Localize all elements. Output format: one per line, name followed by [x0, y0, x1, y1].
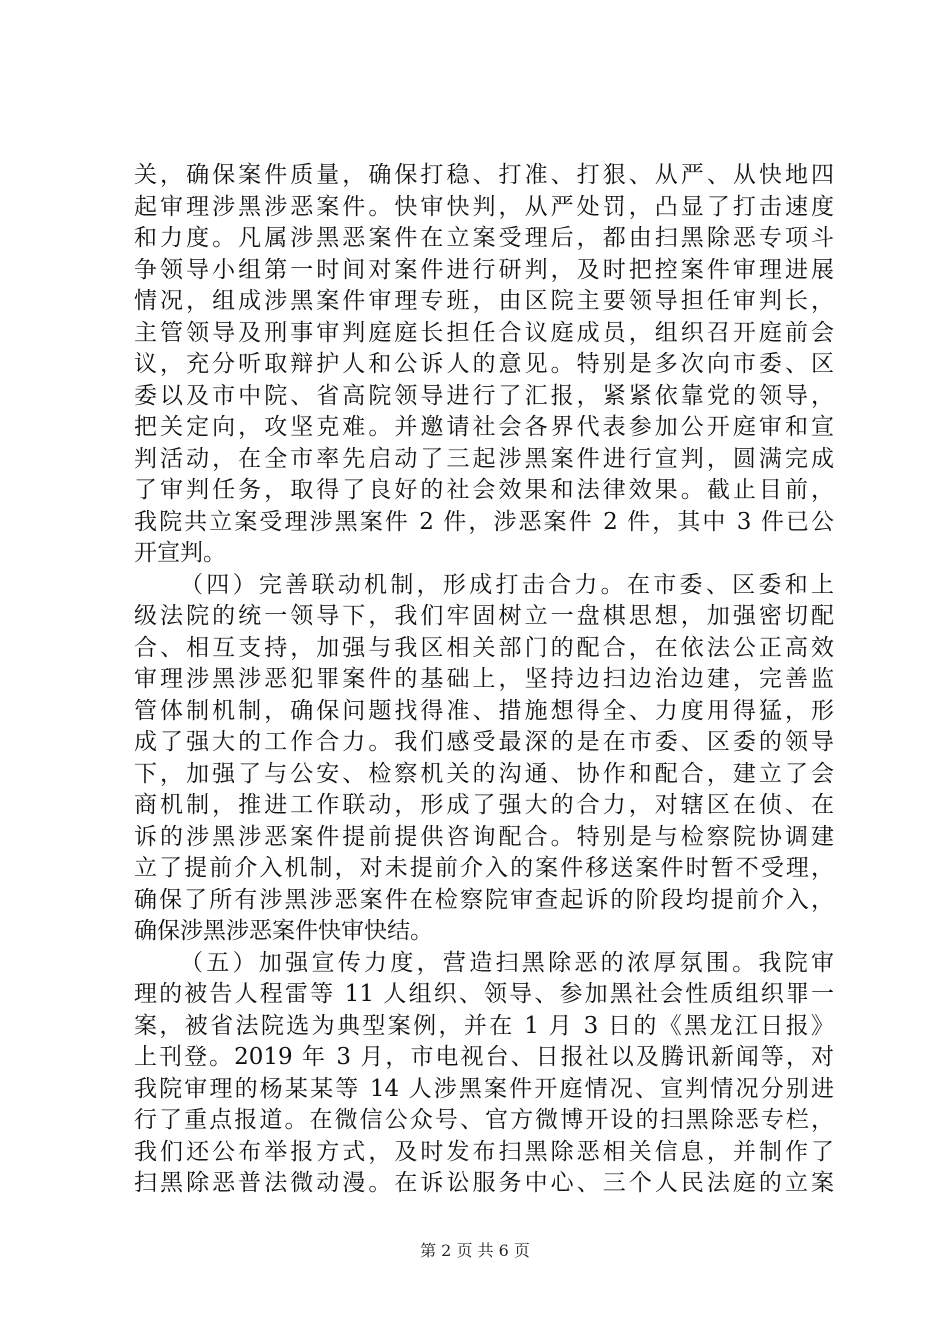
text-line: 关，确保案件质量，确保打稳、打准、打狠、从严、从快地四: [134, 162, 834, 188]
text-line: 开宣判。: [134, 540, 226, 566]
text-line: 判活动，在全市率先启动了三起涉黑案件进行宣判，圆满完成: [134, 445, 834, 472]
text-line: 行了重点报道。在微信公众号、官方微博开设的扫黑除恶专栏，: [134, 1107, 834, 1133]
text-line: 和力度。凡属涉黑恶案件在立案受理后，都由扫黑除恶专项斗: [134, 225, 834, 251]
text-line: 下，加强了与公安、检察机关的沟通、协作和配合，建立了会: [134, 760, 834, 787]
text-line: 商机制，推进工作联动，形成了强大的合力，对辖区在侦、在: [134, 792, 834, 818]
text-line: 确保涉黑涉恶案件快审快结。: [134, 918, 433, 944]
document-body: [134, 160, 834, 1200]
text-line: 我院共立案受理涉黑案件 2 件，涉恶案件 2 件，其中 3 件已公: [134, 508, 834, 535]
text-line: 把关定向，攻坚克难。并邀请社会各界代表参加公开庭审和宣: [134, 414, 834, 440]
text-line: （五）加强宣传力度，营造扫黑除恶的浓厚氛围。我院审: [180, 949, 834, 976]
text-line: 了审判任务，取得了良好的社会效果和法律效果。截止目前，: [134, 477, 834, 503]
text-line: 起审理涉黑涉恶案件。快审快判，从严处罚，凸显了打击速度: [134, 193, 834, 220]
text-line: 管体制机制，确保问题找得准、措施想得全、力度用得猛，形: [134, 697, 834, 724]
text-line: 议，充分听取辩护人和公诉人的意见。特别是多次向市委、区: [134, 351, 834, 377]
text-line: 主管领导及刑事审判庭庭长担任合议庭成员，组织召开庭前会: [134, 319, 834, 346]
text-line: （四）完善联动机制，形成打击合力。在市委、区委和上: [180, 571, 834, 598]
text-line: 成了强大的工作合力。我们感受最深的是在市委、区委的领导: [134, 729, 834, 755]
text-line: 委以及市中院、省高院领导进行了汇报，紧紧依靠党的领导，: [134, 382, 834, 409]
text-line: 级法院的统一领导下，我们牢固树立一盘棋思想，加强密切配: [134, 603, 834, 629]
text-line: 我院审理的杨某某等 14 人涉黑案件开庭情况、宣判情况分别进: [134, 1075, 834, 1102]
text-line: 争领导小组第一时间对案件进行研判，及时把控案件审理进展: [134, 256, 834, 283]
text-line: 确保了所有涉黑涉恶案件在检察院审查起诉的阶段均提前介入，: [134, 886, 834, 913]
text-line: 情况，组成涉黑案件审理专班，由区院主要领导担任审判长，: [134, 288, 834, 314]
text-line: 我们还公布举报方式，及时发布扫黑除恶相关信息，并制作了: [134, 1138, 834, 1165]
text-line: 上刊登。2019 年 3 月，市电视台、日报社以及腾讯新闻等，对: [134, 1044, 834, 1070]
text-line: 立了提前介入机制，对未提前介入的案件移送案件时暂不受理，: [134, 855, 834, 881]
text-line: 合、相互支持，加强与我区相关部门的配合，在依法公正高效: [134, 634, 834, 661]
text-line: 案，被省法院选为典型案例，并在 1 月 3 日的《黑龙江日报》: [134, 1012, 834, 1039]
text-line: 扫黑除恶普法微动漫。在诉讼服务中心、三个人民法庭的立案: [134, 1170, 834, 1196]
text-line: 审理涉黑涉恶犯罪案件的基础上，坚持边扫边治边建，完善监: [134, 666, 834, 692]
text-line: 诉的涉黑涉恶案件提前提供咨询配合。特别是与检察院协调建: [134, 823, 834, 850]
page-footer: 第 2 页 共 6 页: [420, 1241, 530, 1260]
text-line: 理的被告人程雷等 11 人组织、领导、参加黑社会性质组织罪一: [134, 981, 834, 1007]
